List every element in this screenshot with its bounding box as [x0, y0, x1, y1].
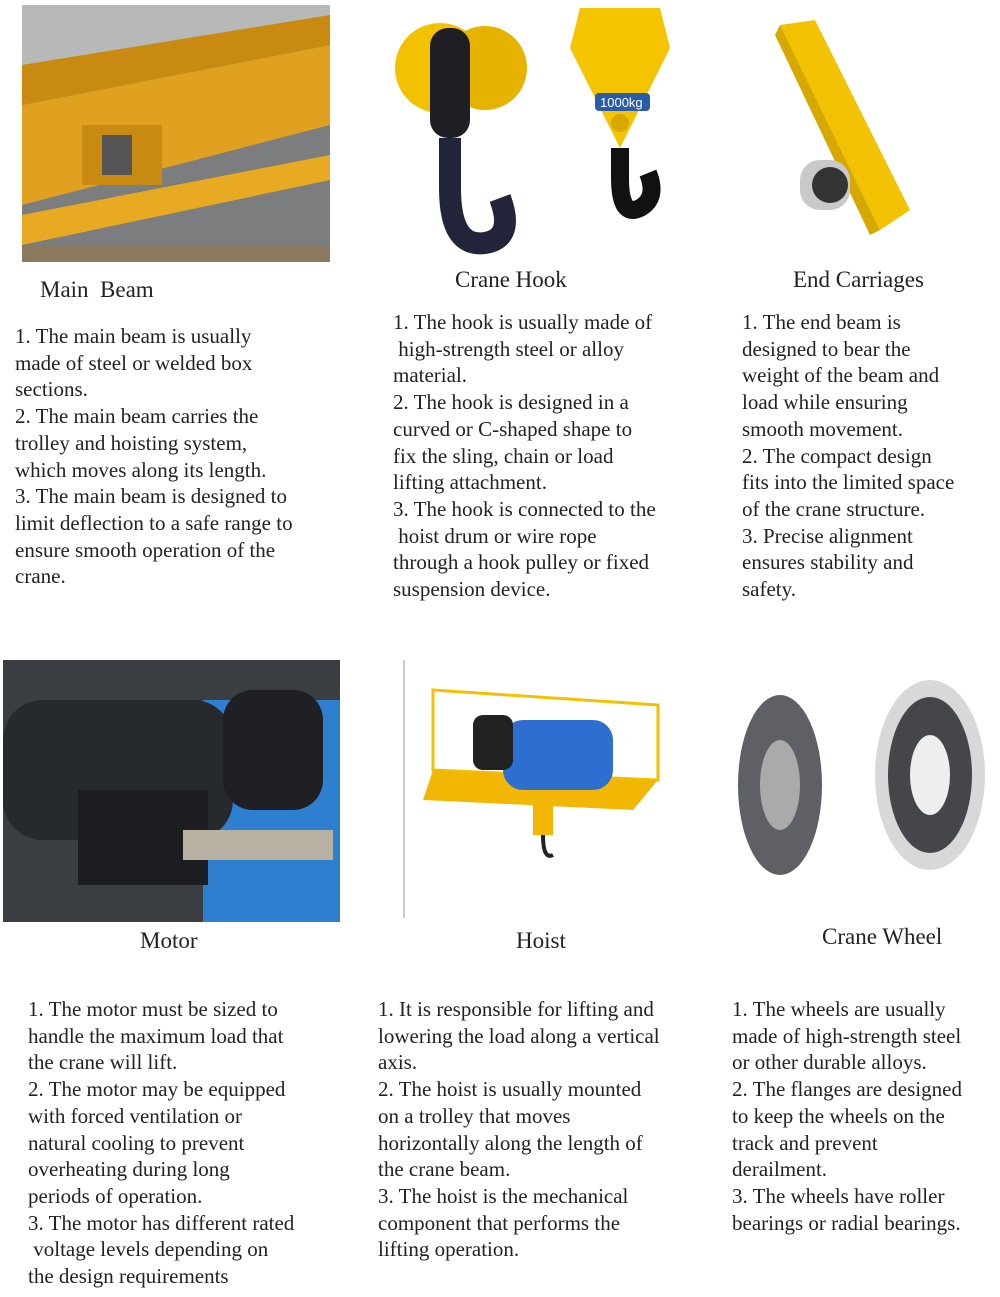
description-line: fix the sling, chain or load	[393, 443, 614, 468]
main-beam-description	[15, 323, 293, 590]
description-line: lifting operation.	[378, 1237, 520, 1262]
description-line: 1. The end beam is	[742, 310, 901, 334]
description-line: overheating during long	[28, 1157, 230, 1182]
description-line: the crane beam.	[378, 1157, 511, 1182]
description-line: high-strength steel or alloy	[393, 336, 624, 361]
description-line: which moves along its length.	[15, 457, 267, 482]
hook-capacity-label: 1000kg	[600, 95, 643, 110]
description-line: sections.	[15, 377, 88, 402]
description-line: designed to bear the	[742, 336, 911, 361]
description-line: through a hook pulley or fixed	[393, 550, 650, 575]
description-line: 1. The hook is usually made of	[393, 310, 653, 334]
description-line: voltage levels depending on	[28, 1237, 269, 1262]
description-line: load while ensuring	[742, 390, 908, 415]
section-title: Motor	[140, 928, 198, 953]
description-line: natural cooling to prevent	[28, 1130, 245, 1155]
description-line: 3. The hoist is the mechanical	[378, 1183, 629, 1208]
section-title: End Carriages	[793, 267, 924, 292]
crane-hook-photo	[390, 8, 670, 258]
description-line: 3. The motor has different rated	[28, 1210, 295, 1235]
crane-wheel-photo	[735, 680, 987, 880]
description-line: 1. The motor must be sized to	[28, 997, 278, 1021]
description-line: axis.	[378, 1050, 418, 1075]
description-line: the crane will lift.	[28, 1050, 178, 1075]
description-line: to keep the wheels on the	[732, 1103, 945, 1128]
description-line: smooth movement.	[742, 416, 903, 441]
description-line: fits into the limited space	[742, 470, 955, 495]
description-line: 2. The hoist is usually mounted	[378, 1077, 642, 1102]
description-line: horizontally along the length of	[378, 1130, 643, 1155]
motor-photo	[3, 660, 340, 922]
description-line: 3. The hook is connected to the	[393, 496, 656, 521]
description-line: material.	[393, 363, 468, 388]
description-line: hoist drum or wire rope	[393, 523, 597, 548]
description-line: suspension device.	[393, 577, 551, 602]
description-line: 2. The main beam carries the	[15, 404, 259, 429]
crane-wheel-description	[732, 996, 962, 1236]
description-line: 3. The wheels have roller	[732, 1183, 945, 1208]
description-line: 2. The compact design	[742, 443, 932, 468]
description-line: limit deflection to a safe range to	[15, 510, 293, 535]
description-line: of the crane structure.	[742, 496, 926, 521]
description-line: component that performs the	[378, 1210, 621, 1235]
crane-hook-description	[393, 309, 656, 603]
description-line: the design requirements	[28, 1264, 229, 1289]
description-line: safety.	[742, 577, 797, 602]
hoist-photo	[403, 660, 665, 918]
description-line: lifting attachment.	[393, 470, 547, 495]
description-line: periods of operation.	[28, 1183, 203, 1208]
main-beam-photo	[22, 5, 330, 262]
section-title: Main Beam	[40, 277, 154, 302]
description-line: on a trolley that moves	[378, 1103, 571, 1128]
motor-description	[28, 996, 294, 1290]
section-title: Hoist	[516, 928, 566, 953]
description-line: track and prevent	[732, 1130, 878, 1155]
description-line: curved or C-shaped shape to	[393, 416, 633, 441]
description-line: derailment.	[732, 1157, 828, 1182]
description-line: handle the maximum load that	[28, 1023, 284, 1048]
description-line: bearings or radial bearings.	[732, 1210, 961, 1235]
description-line: 2. The flanges are designed	[732, 1077, 962, 1102]
description-line: 3. Precise alignment	[742, 523, 913, 548]
section-title: Crane Wheel	[822, 924, 943, 949]
description-line: 1. It is responsible for lifting and	[378, 997, 654, 1021]
end-carriage-photo	[770, 20, 915, 245]
description-line: 2. The motor may be equipped	[28, 1077, 286, 1102]
description-line: with forced ventilation or	[28, 1103, 243, 1128]
description-line: ensure smooth operation of the	[15, 537, 276, 562]
description-line: 2. The hook is designed in a	[393, 390, 629, 415]
section-title: Crane Hook	[455, 267, 567, 292]
description-line: 3. The main beam is designed to	[15, 484, 287, 509]
description-line: lowering the load along a vertical	[378, 1023, 660, 1048]
end-carriages-description	[742, 309, 954, 603]
description-line: made of high-strength steel	[732, 1023, 962, 1048]
description-line: 1. The main beam is usually	[15, 324, 252, 348]
hoist-description	[378, 996, 660, 1263]
description-line: or other durable alloys.	[732, 1050, 927, 1075]
description-line: crane.	[15, 564, 66, 589]
description-line: made of steel or welded box	[15, 350, 253, 375]
description-line: trolley and hoisting system,	[15, 430, 248, 455]
description-line: ensures stability and	[742, 550, 914, 575]
description-line: 1. The wheels are usually	[732, 997, 946, 1021]
description-line: weight of the beam and	[742, 363, 940, 388]
